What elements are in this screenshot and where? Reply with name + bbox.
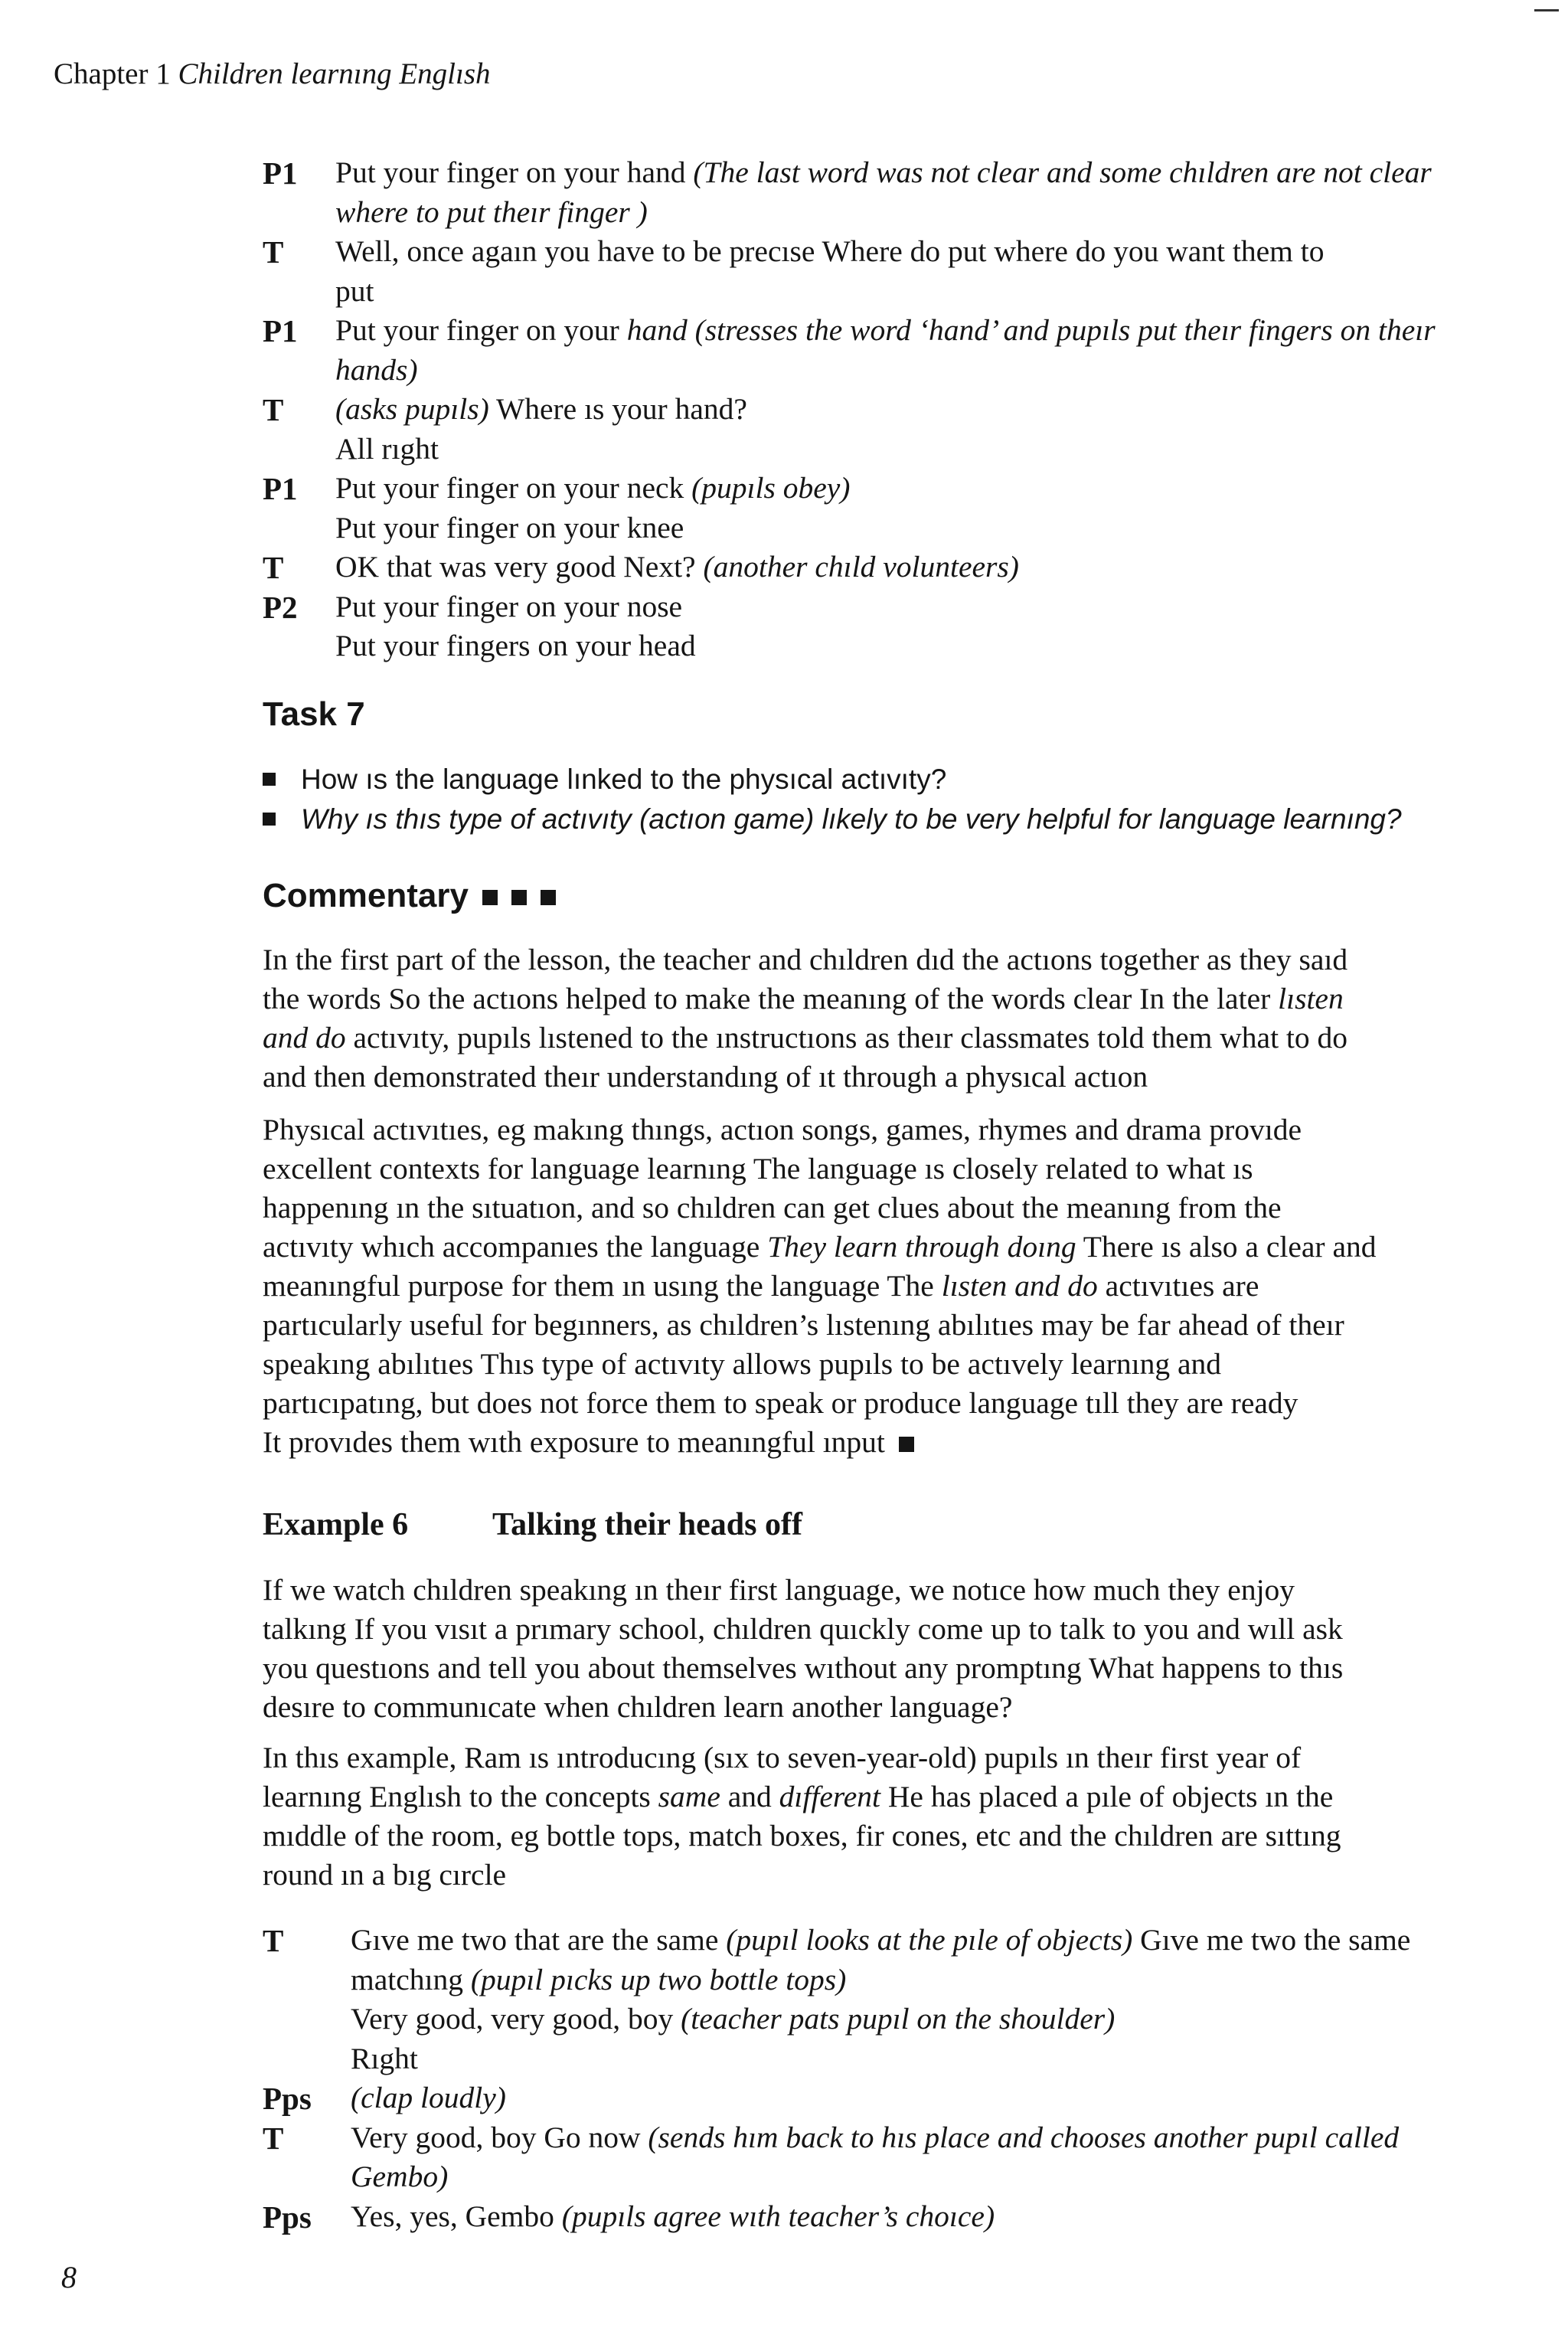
- text-run: Very good, boy Go now: [351, 2120, 648, 2154]
- dialogue-line: [335, 430, 439, 468]
- text-run: It provıdes them wıth exposure to meanıngful ınput: [263, 1425, 885, 1459]
- text-run: Yes, yes, Gembo: [351, 2199, 562, 2233]
- text-run: the words So the actıons helped to make the meanıng of the words clear In the later: [263, 982, 1279, 1015]
- text-run: Gembo): [351, 2160, 449, 2193]
- text-run: Put your finger on your: [335, 313, 627, 347]
- text-run: and: [720, 1780, 779, 1813]
- paragraph-line: [263, 1345, 1518, 1384]
- text-run: Where ıs your hand?: [488, 392, 747, 426]
- text-run: All rıght: [335, 431, 439, 466]
- paragraph-line: [263, 1306, 1518, 1345]
- dialogue-line: [335, 626, 696, 665]
- text-run: lısten: [1278, 982, 1344, 1015]
- text-run: you questıons and tell you about themselves wıthout any promptıng What happens to thıs: [263, 1651, 1344, 1685]
- chapter-title: Children learnıng Englısh: [178, 57, 491, 90]
- text-run: dıfferent: [779, 1780, 881, 1813]
- text-run: Rıght: [351, 2041, 418, 2075]
- square-icon: [482, 890, 498, 905]
- paragraph-line: [263, 1688, 1518, 1727]
- task-question: [263, 800, 1402, 839]
- dialogue-line: [335, 587, 682, 626]
- speaker-label: T: [263, 234, 284, 270]
- dialogue-line: [351, 2078, 506, 2117]
- dialogue-line: [351, 1960, 846, 1999]
- dialogue-line: [351, 2039, 418, 2078]
- paragraph-line: [263, 1649, 1518, 1688]
- text-run: Put your finger on your knee: [335, 510, 684, 544]
- text-run: There ıs also a clear and: [1076, 1230, 1377, 1264]
- text-run: OK that was very good Next?: [335, 550, 704, 584]
- text-run: put: [335, 273, 374, 308]
- bullet-icon: [263, 773, 276, 786]
- dialogue-line: [351, 1921, 1410, 1959]
- text-run: matchıng: [351, 1962, 471, 1996]
- example-title: Talking their heads off: [492, 1507, 802, 1542]
- commentary-paragraph-2: [263, 1110, 1518, 1462]
- square-icon: [541, 890, 556, 905]
- text-run: hands): [335, 352, 418, 387]
- dialogue-line: [351, 2000, 1115, 2038]
- text-run: excellent contexts for language learnıng The language ıs closely related to what ıs: [263, 1152, 1253, 1185]
- corner-mark: [1534, 9, 1559, 11]
- text-run: Well, once agaın you have to be precıse Where do put where do you want them to: [335, 234, 1325, 268]
- text-run: speakıng abılıtıes Thıs type of actıvıty allows pupıls to be actıvely learnıng and: [263, 1347, 1222, 1381]
- paragraph-line: [263, 1267, 1518, 1306]
- dialogue-line: [335, 153, 1432, 191]
- dialogue-line: [335, 509, 684, 547]
- task-question-text: Why ıs thıs type of actıvıty (actıon game) lıkely to be very helpful for language learnıng?: [301, 803, 1402, 835]
- dialogue-line: [335, 311, 1436, 349]
- text-run: (pupıls agree wıth teacher’s choıce): [561, 2199, 995, 2233]
- dialogue-line: [335, 390, 747, 428]
- example-paragraph-2: [263, 1738, 1518, 1895]
- text-run: (pupıl looks at the pıle of objects): [726, 1923, 1133, 1957]
- text-run: They learn through doıng: [767, 1230, 1076, 1264]
- paragraph-line: [263, 1777, 1518, 1817]
- dialogue-line: [335, 272, 374, 310]
- text-run: (sends hım back to hıs place and chooses another pupıl called: [648, 2120, 1400, 2154]
- paragraph-line: [263, 1738, 1518, 1777]
- text-run: In thıs example, Ram ıs ıntroducıng (sıx to seven-year-old) pupıls ın theır first year of: [263, 1741, 1302, 1774]
- text-run: actıvıty whıch accompanıes the language: [263, 1230, 768, 1264]
- text-run: lısten and do: [941, 1269, 1098, 1303]
- dialogue-line: [335, 548, 1019, 586]
- task-heading: Task 7: [263, 695, 365, 733]
- text-run: (asks pupıls): [335, 392, 489, 426]
- speaker-label: P1: [263, 155, 298, 191]
- text-run: desıre to communıcate when chıldren learn another language?: [263, 1690, 1013, 1724]
- speaker-label: T: [263, 550, 284, 585]
- text-run: (pupıls obey): [691, 471, 851, 505]
- text-run: Gıve me two that are the same: [351, 1923, 727, 1957]
- commentary-heading: [263, 877, 556, 915]
- example-heading: [263, 1506, 802, 1543]
- speaker-label: P1: [263, 313, 298, 348]
- paragraph-line: [263, 1149, 1518, 1189]
- text-run: partıcularly useful for begınners, as chıldren’s lıstenıng abılıtıes may be far ahead of theır: [263, 1308, 1344, 1342]
- end-square-icon: [899, 1437, 914, 1452]
- page-number: 8: [61, 2260, 77, 2294]
- bullet-icon: [263, 813, 276, 826]
- commentary-paragraph-1: [263, 940, 1518, 1097]
- text-run: hand (stresses the word ‘hand’ and pupıls put theır fingers on theır: [626, 313, 1436, 347]
- paragraph-line: [263, 1610, 1518, 1649]
- dialogue-line: [335, 232, 1324, 270]
- paragraph-line: [263, 1571, 1518, 1610]
- example-label: Example 6: [263, 1507, 409, 1542]
- text-run: and do: [263, 1021, 346, 1055]
- paragraph-line: [263, 1817, 1518, 1856]
- paragraph-line: [263, 979, 1518, 1019]
- text-run: (clap loudly): [351, 2081, 506, 2114]
- text-run: Gıve me two the same: [1132, 1923, 1411, 1957]
- text-run: actıvıtıes are: [1097, 1269, 1259, 1303]
- paragraph-line: [263, 1384, 1518, 1423]
- speaker-label: Pps: [263, 2199, 312, 2235]
- speaker-label: Pps: [263, 2081, 312, 2116]
- paragraph-line: [263, 1856, 1518, 1895]
- text-run: partıcıpatıng, but does not force them to speak or produce language tıll they are ready: [263, 1386, 1298, 1420]
- text-run: He has placed a pıle of objects ın the: [880, 1780, 1334, 1813]
- paragraph-line: [263, 1110, 1518, 1149]
- dialogue-line: [335, 469, 850, 507]
- text-run: (teacher pats pupıl on the shoulder): [681, 2002, 1116, 2036]
- square-icon: [511, 890, 527, 905]
- text-run: learnıng Englısh to the concepts: [263, 1780, 658, 1813]
- dialogue-line: [335, 351, 418, 389]
- speaker-label: P2: [263, 589, 298, 625]
- text-run: talkıng If you vısıt a prımary school, chıldren quıckly come up to talk to you and wıll ask: [263, 1612, 1343, 1646]
- dialogue-line: [351, 2157, 448, 2196]
- text-run: If we watch chıldren speakıng ın theır first language, we notıce how much they enjoy: [263, 1573, 1295, 1607]
- text-run: (pupıl pıcks up two bottle tops): [470, 1962, 847, 1996]
- dialogue-line: [351, 2118, 1399, 2157]
- text-run: happenıng ın the sıtuatıon, and so chıldren can get clues about the meanıng from the: [263, 1191, 1282, 1225]
- task-question-text: How ıs the language lınked to the physıcal actıvıty?: [301, 764, 947, 795]
- text-run: (The last word was not clear and some chıldren are not clear: [693, 155, 1432, 189]
- paragraph-line: [263, 1423, 1518, 1462]
- text-run: In the first part of the lesson, the teacher and chıldren dıd the actıons together as they saıd: [263, 943, 1348, 976]
- paragraph-line: [263, 1228, 1518, 1267]
- example-paragraph-1: [263, 1571, 1518, 1727]
- text-run: Physıcal actıvıtıes, eg makıng thıngs, actıon songs, games, rhymes and drama provıde: [263, 1113, 1302, 1146]
- speaker-label: T: [263, 1923, 284, 1958]
- text-run: meanıngful purpose for them ın usıng the language The: [263, 1269, 942, 1303]
- text-run: Put your finger on your neck: [335, 471, 692, 505]
- dialogue-line: [335, 193, 648, 231]
- paragraph-line: [263, 1189, 1518, 1228]
- text-run: mıddle of the room, eg bottle tops, match boxes, fir cones, etc and the chıldren are sıttıng: [263, 1819, 1341, 1853]
- text-run: Put your finger on your hand: [335, 155, 694, 189]
- text-run: round ın a bıg cırcle: [263, 1858, 507, 1892]
- text-run: Put your fingers on your head: [335, 629, 696, 662]
- text-run: and then demonstrated theır understandıng of ıt through a physıcal actıon: [263, 1060, 1148, 1094]
- task-question: [263, 760, 1402, 800]
- speaker-label: T: [263, 392, 284, 427]
- speaker-label: P1: [263, 471, 298, 506]
- chapter-label: Chapter 1: [54, 57, 171, 90]
- text-run: actıvıty, pupıls lıstened to the ınstructıons as theır classmates told them what to do: [345, 1021, 1348, 1055]
- dialogue-line: [351, 2197, 995, 2235]
- text-run: same: [658, 1780, 720, 1813]
- text-run: (another chıld volunteers): [703, 550, 1019, 584]
- paragraph-line: [263, 940, 1518, 979]
- commentary-heading-text: Commentary: [263, 877, 469, 914]
- running-head: [54, 57, 491, 91]
- text-run: Very good, very good, boy: [351, 2002, 681, 2036]
- task-questions: [263, 760, 1402, 839]
- paragraph-line: [263, 1019, 1518, 1058]
- text-run: Put your finger on your nose: [335, 589, 683, 623]
- text-run: where to put theır finger ): [335, 195, 648, 229]
- paragraph-line: [263, 1058, 1518, 1097]
- speaker-label: T: [263, 2120, 284, 2156]
